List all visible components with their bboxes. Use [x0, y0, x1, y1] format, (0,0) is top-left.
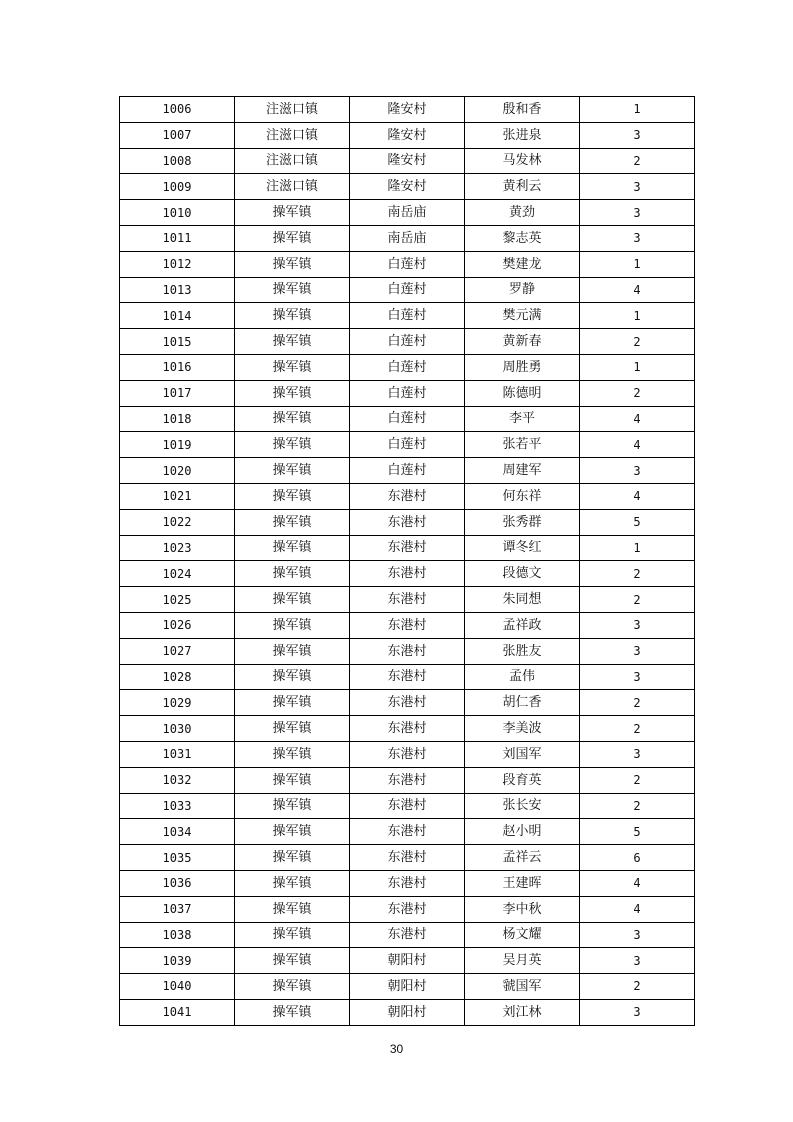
name-cell: 李平 — [465, 406, 580, 432]
town-cell: 操军镇 — [235, 483, 350, 509]
table-row — [120, 922, 695, 948]
table-row — [120, 380, 695, 406]
serial-number-cell: 1025 — [120, 587, 235, 613]
town-cell: 注滋口镇 — [235, 148, 350, 174]
count-cell: 2 — [580, 148, 695, 174]
name-cell: 张胜友 — [465, 638, 580, 664]
serial-number-cell: 1039 — [120, 948, 235, 974]
table-row — [120, 303, 695, 329]
name-cell: 张长安 — [465, 793, 580, 819]
table-row — [120, 587, 695, 613]
count-cell: 3 — [580, 948, 695, 974]
town-cell: 操军镇 — [235, 354, 350, 380]
name-cell: 段育英 — [465, 767, 580, 793]
town-cell: 操军镇 — [235, 200, 350, 226]
village-cell: 东港村 — [350, 690, 465, 716]
table-row — [120, 97, 695, 123]
village-cell: 东港村 — [350, 819, 465, 845]
town-cell: 操军镇 — [235, 664, 350, 690]
town-cell: 操军镇 — [235, 251, 350, 277]
count-cell: 3 — [580, 122, 695, 148]
count-cell: 2 — [580, 690, 695, 716]
serial-number-cell: 1012 — [120, 251, 235, 277]
count-cell: 5 — [580, 509, 695, 535]
table-row — [120, 277, 695, 303]
village-cell: 白莲村 — [350, 458, 465, 484]
count-cell: 1 — [580, 535, 695, 561]
village-cell: 东港村 — [350, 587, 465, 613]
serial-number-cell: 1027 — [120, 638, 235, 664]
village-cell: 朝阳村 — [350, 974, 465, 1000]
serial-number-cell: 1023 — [120, 535, 235, 561]
village-cell: 东港村 — [350, 638, 465, 664]
serial-number-cell: 1038 — [120, 922, 235, 948]
village-cell: 东港村 — [350, 741, 465, 767]
count-cell: 3 — [580, 999, 695, 1025]
village-cell: 东港村 — [350, 483, 465, 509]
table-row — [120, 509, 695, 535]
count-cell: 2 — [580, 380, 695, 406]
name-cell: 张进泉 — [465, 122, 580, 148]
table-row — [120, 225, 695, 251]
count-cell: 3 — [580, 638, 695, 664]
count-cell: 5 — [580, 819, 695, 845]
serial-number-cell: 1011 — [120, 225, 235, 251]
village-cell: 隆安村 — [350, 97, 465, 123]
town-cell: 操军镇 — [235, 406, 350, 432]
name-cell: 吴月英 — [465, 948, 580, 974]
serial-number-cell: 1030 — [120, 716, 235, 742]
page-number: 30 — [389, 1042, 404, 1056]
town-cell: 操军镇 — [235, 509, 350, 535]
table-row — [120, 535, 695, 561]
serial-number-cell: 1017 — [120, 380, 235, 406]
name-cell: 张秀群 — [465, 509, 580, 535]
village-cell: 东港村 — [350, 664, 465, 690]
village-cell: 东港村 — [350, 767, 465, 793]
town-cell: 注滋口镇 — [235, 122, 350, 148]
name-cell: 李中秋 — [465, 896, 580, 922]
serial-number-cell: 1031 — [120, 741, 235, 767]
village-cell: 白莲村 — [350, 432, 465, 458]
town-cell: 操军镇 — [235, 612, 350, 638]
town-cell: 操军镇 — [235, 380, 350, 406]
village-cell: 隆安村 — [350, 122, 465, 148]
count-cell: 3 — [580, 458, 695, 484]
town-cell: 注滋口镇 — [235, 97, 350, 123]
table-row — [120, 664, 695, 690]
name-cell: 孟伟 — [465, 664, 580, 690]
count-cell: 3 — [580, 922, 695, 948]
count-cell: 4 — [580, 870, 695, 896]
table-row — [120, 716, 695, 742]
name-cell: 何东祥 — [465, 483, 580, 509]
village-cell: 东港村 — [350, 509, 465, 535]
count-cell: 2 — [580, 329, 695, 355]
name-cell: 张若平 — [465, 432, 580, 458]
village-cell: 隆安村 — [350, 174, 465, 200]
village-cell: 白莲村 — [350, 303, 465, 329]
serial-number-cell: 1024 — [120, 561, 235, 587]
town-cell: 操军镇 — [235, 896, 350, 922]
serial-number-cell: 1021 — [120, 483, 235, 509]
serial-number-cell: 1010 — [120, 200, 235, 226]
village-cell: 白莲村 — [350, 380, 465, 406]
name-cell: 刘江林 — [465, 999, 580, 1025]
town-cell: 操军镇 — [235, 948, 350, 974]
table-row — [120, 690, 695, 716]
town-cell: 操军镇 — [235, 432, 350, 458]
town-cell: 操军镇 — [235, 535, 350, 561]
village-cell: 白莲村 — [350, 251, 465, 277]
serial-number-cell: 1040 — [120, 974, 235, 1000]
town-cell: 操军镇 — [235, 741, 350, 767]
village-cell: 东港村 — [350, 922, 465, 948]
town-cell: 操军镇 — [235, 587, 350, 613]
serial-number-cell: 1016 — [120, 354, 235, 380]
serial-number-cell: 1029 — [120, 690, 235, 716]
name-cell: 段德文 — [465, 561, 580, 587]
count-cell: 4 — [580, 432, 695, 458]
table-row — [120, 251, 695, 277]
town-cell: 操军镇 — [235, 974, 350, 1000]
table-row — [120, 638, 695, 664]
table-row — [120, 561, 695, 587]
table-row — [120, 329, 695, 355]
table-row — [120, 406, 695, 432]
serial-number-cell: 1020 — [120, 458, 235, 484]
village-cell: 东港村 — [350, 535, 465, 561]
serial-number-cell: 1006 — [120, 97, 235, 123]
name-cell: 樊建龙 — [465, 251, 580, 277]
household-table — [119, 96, 695, 1026]
name-cell: 黄新春 — [465, 329, 580, 355]
table-row — [120, 612, 695, 638]
serial-number-cell: 1041 — [120, 999, 235, 1025]
name-cell: 赵小明 — [465, 819, 580, 845]
table-row — [120, 354, 695, 380]
count-cell: 4 — [580, 483, 695, 509]
name-cell: 刘国军 — [465, 741, 580, 767]
count-cell: 3 — [580, 741, 695, 767]
table-row — [120, 483, 695, 509]
town-cell: 操军镇 — [235, 638, 350, 664]
table-row — [120, 148, 695, 174]
town-cell: 操军镇 — [235, 225, 350, 251]
village-cell: 东港村 — [350, 716, 465, 742]
name-cell: 陈德明 — [465, 380, 580, 406]
count-cell: 2 — [580, 561, 695, 587]
count-cell: 1 — [580, 303, 695, 329]
village-cell: 朝阳村 — [350, 999, 465, 1025]
name-cell: 孟祥云 — [465, 845, 580, 871]
serial-number-cell: 1037 — [120, 896, 235, 922]
count-cell: 4 — [580, 896, 695, 922]
village-cell: 白莲村 — [350, 354, 465, 380]
serial-number-cell: 1009 — [120, 174, 235, 200]
village-cell: 白莲村 — [350, 277, 465, 303]
village-cell: 东港村 — [350, 561, 465, 587]
table-body — [120, 97, 695, 1026]
name-cell: 周建军 — [465, 458, 580, 484]
village-cell: 东港村 — [350, 612, 465, 638]
count-cell: 2 — [580, 716, 695, 742]
count-cell: 1 — [580, 97, 695, 123]
village-cell: 东港村 — [350, 845, 465, 871]
name-cell: 黄劲 — [465, 200, 580, 226]
table-row — [120, 122, 695, 148]
count-cell: 4 — [580, 277, 695, 303]
town-cell: 操军镇 — [235, 690, 350, 716]
serial-number-cell: 1035 — [120, 845, 235, 871]
table-row — [120, 974, 695, 1000]
count-cell: 2 — [580, 974, 695, 1000]
count-cell: 2 — [580, 793, 695, 819]
count-cell: 3 — [580, 200, 695, 226]
name-cell: 胡仁香 — [465, 690, 580, 716]
name-cell: 朱同想 — [465, 587, 580, 613]
table-row — [120, 174, 695, 200]
name-cell: 虢国军 — [465, 974, 580, 1000]
serial-number-cell: 1033 — [120, 793, 235, 819]
serial-number-cell: 1018 — [120, 406, 235, 432]
count-cell: 3 — [580, 664, 695, 690]
village-cell: 隆安村 — [350, 148, 465, 174]
town-cell: 操军镇 — [235, 458, 350, 484]
serial-number-cell: 1036 — [120, 870, 235, 896]
table-row — [120, 200, 695, 226]
serial-number-cell: 1028 — [120, 664, 235, 690]
count-cell: 6 — [580, 845, 695, 871]
table-row — [120, 432, 695, 458]
count-cell: 3 — [580, 174, 695, 200]
serial-number-cell: 1034 — [120, 819, 235, 845]
name-cell: 黄利云 — [465, 174, 580, 200]
serial-number-cell: 1015 — [120, 329, 235, 355]
town-cell: 操军镇 — [235, 767, 350, 793]
table-row — [120, 999, 695, 1025]
village-cell: 白莲村 — [350, 329, 465, 355]
village-cell: 南岳庙 — [350, 200, 465, 226]
town-cell: 操军镇 — [235, 870, 350, 896]
town-cell: 操军镇 — [235, 845, 350, 871]
serial-number-cell: 1032 — [120, 767, 235, 793]
village-cell: 朝阳村 — [350, 948, 465, 974]
name-cell: 谭冬红 — [465, 535, 580, 561]
count-cell: 2 — [580, 587, 695, 613]
name-cell: 黎志英 — [465, 225, 580, 251]
name-cell: 周胜勇 — [465, 354, 580, 380]
name-cell: 马发林 — [465, 148, 580, 174]
count-cell: 1 — [580, 354, 695, 380]
table-row — [120, 819, 695, 845]
name-cell: 孟祥政 — [465, 612, 580, 638]
serial-number-cell: 1026 — [120, 612, 235, 638]
town-cell: 操军镇 — [235, 277, 350, 303]
serial-number-cell: 1014 — [120, 303, 235, 329]
count-cell: 4 — [580, 406, 695, 432]
name-cell: 殷和香 — [465, 97, 580, 123]
name-cell: 杨文耀 — [465, 922, 580, 948]
name-cell: 李美波 — [465, 716, 580, 742]
town-cell: 操军镇 — [235, 303, 350, 329]
count-cell: 3 — [580, 225, 695, 251]
town-cell: 操军镇 — [235, 793, 350, 819]
table-row — [120, 948, 695, 974]
serial-number-cell: 1019 — [120, 432, 235, 458]
table-row — [120, 896, 695, 922]
name-cell: 樊元满 — [465, 303, 580, 329]
town-cell: 操军镇 — [235, 561, 350, 587]
village-cell: 东港村 — [350, 896, 465, 922]
village-cell: 东港村 — [350, 870, 465, 896]
name-cell: 罗静 — [465, 277, 580, 303]
village-cell: 南岳庙 — [350, 225, 465, 251]
count-cell: 2 — [580, 767, 695, 793]
town-cell: 操军镇 — [235, 999, 350, 1025]
table-row — [120, 870, 695, 896]
town-cell: 注滋口镇 — [235, 174, 350, 200]
serial-number-cell: 1013 — [120, 277, 235, 303]
table-row — [120, 767, 695, 793]
town-cell: 操军镇 — [235, 716, 350, 742]
count-cell: 1 — [580, 251, 695, 277]
table-row — [120, 793, 695, 819]
town-cell: 操军镇 — [235, 329, 350, 355]
village-cell: 东港村 — [350, 793, 465, 819]
serial-number-cell: 1008 — [120, 148, 235, 174]
table-row — [120, 458, 695, 484]
town-cell: 操军镇 — [235, 922, 350, 948]
serial-number-cell: 1007 — [120, 122, 235, 148]
name-cell: 王建晖 — [465, 870, 580, 896]
count-cell: 3 — [580, 612, 695, 638]
village-cell: 白莲村 — [350, 406, 465, 432]
town-cell: 操军镇 — [235, 819, 350, 845]
serial-number-cell: 1022 — [120, 509, 235, 535]
table-row — [120, 845, 695, 871]
table-row — [120, 741, 695, 767]
